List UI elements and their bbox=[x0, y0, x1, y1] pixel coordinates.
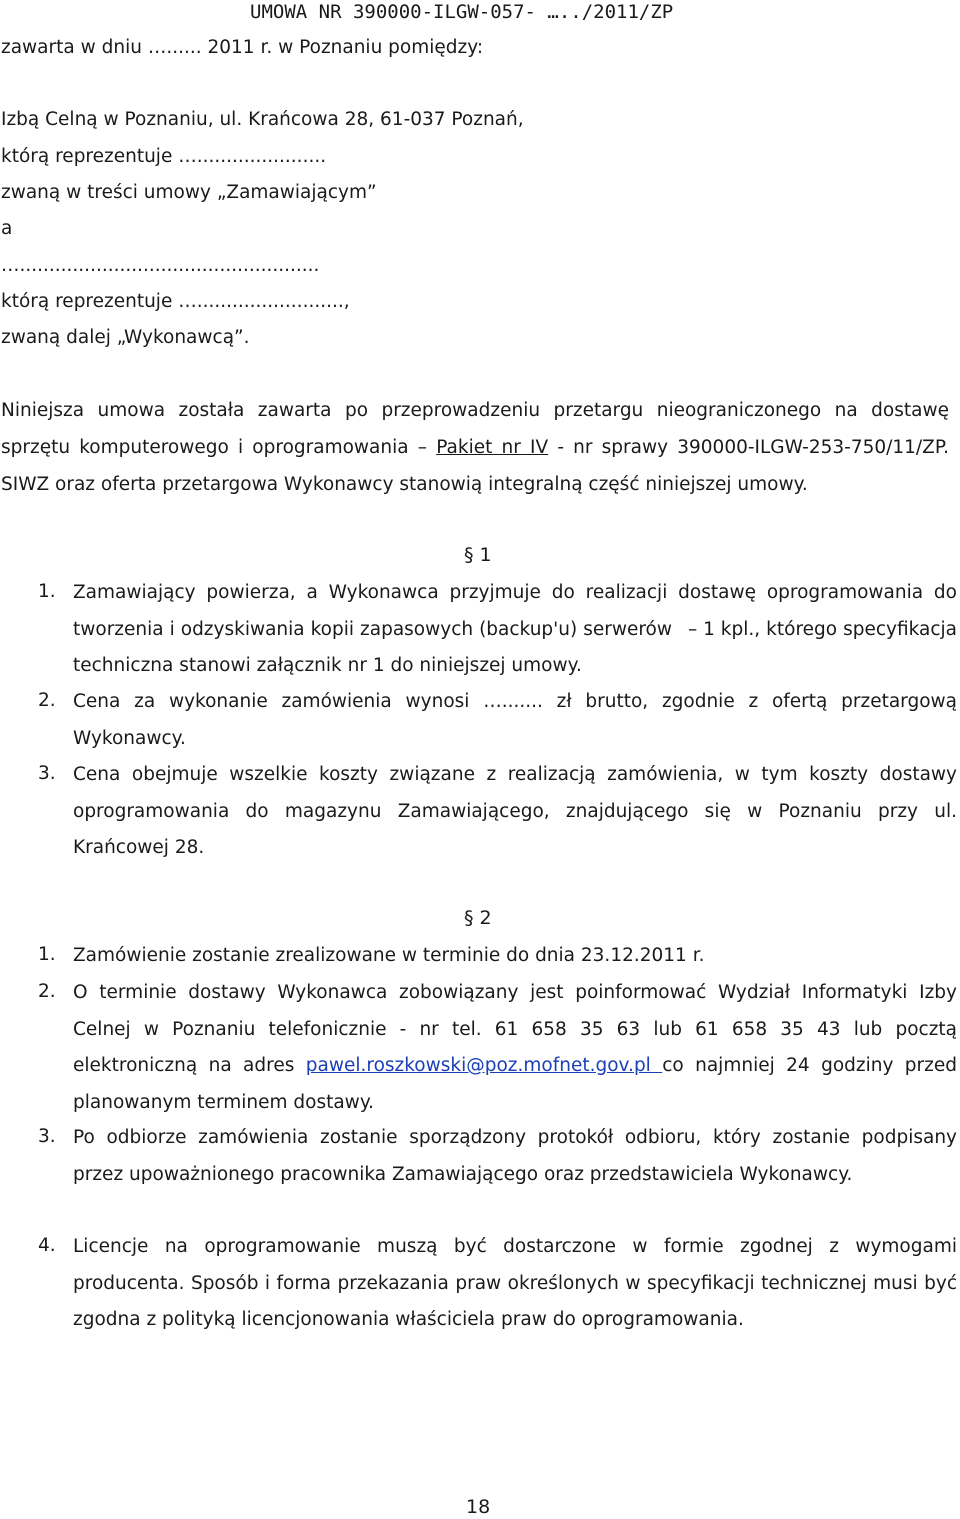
section-1-item-1 bbox=[73, 575, 957, 685]
section-2-item-3: Po odbiorze zamówienia zostanie sporządzony protokół odbioru, który zostanie podpisany przez upoważnionego pracownika Zamawiającego oraz przedstawiciela Wykonawcy. bbox=[73, 1127, 957, 1185]
preamble-text-2: - nr sprawy 390000-ILGW-253-750/11/ZP. SIWZ oraz oferta przetargowa Wykonawcy stanowią integralną część niniejszej umowy. bbox=[1, 437, 949, 495]
item-text: Zamawiający powierza, a Wykonawca przyjmuje do realizacji dostawę oprogramowania do tworzenia i odzyskiwania kopii zapasowych (backup'u) serwerów bbox=[73, 582, 957, 640]
preamble-text-1: Niniejsza umowa została zawarta po przeprowadzeniu przetargu nieograniczonego na dostawę sprzętu komputerowego i oprogramowania – bbox=[1, 400, 949, 458]
section-2-item-1-number: 1. bbox=[38, 944, 56, 965]
section-2-item-4-number: 4. bbox=[38, 1235, 56, 1256]
section-1-item-3-number: 3. bbox=[38, 763, 56, 784]
intro-representative-2: którą reprezentuje …........................., bbox=[1, 291, 350, 312]
intro-party-2-alias: zwaną dalej „Wykonawcą”. bbox=[1, 327, 250, 348]
page-number: 18 bbox=[466, 1496, 491, 1518]
intro-party-1: Izbą Celną w Poznaniu, ul. Krańcowa 28, 61-037 Poznań, bbox=[1, 109, 524, 130]
intro-party-2: …................................................... bbox=[1, 255, 320, 276]
email-link[interactable]: pawel.roszkowski@poz.mofnet.gov.pl bbox=[305, 1055, 663, 1076]
item-text-cont: co najmniej 24 godziny przed planowanym terminem dostawy. bbox=[73, 1055, 957, 1113]
section-2-item-1: Zamówienie zostanie zrealizowane w terminie do dnia 23.12.2011 r. bbox=[73, 945, 705, 966]
section-1-item-2: Cena za wykonanie zamówienia wynosi …....... zł brutto, zgodnie z ofertą przetargową Wykonawcy. bbox=[73, 691, 957, 749]
intro-date-line: zawarta w dniu …...... 2011 r. w Poznaniu pomiędzy: bbox=[1, 37, 484, 58]
section-1-item-1-number: 1. bbox=[38, 581, 56, 602]
preamble-paragraph bbox=[1, 392, 949, 503]
item-text: O terminie dostawy Wykonawca zobowiązany jest poinformować Wydział Informatyki Izby Celnej w Poznaniu telefonicznie - nr tel. 61 658 35 63 lub 61 658 35 43 lub pocztą elektroniczną na adres bbox=[73, 982, 957, 1076]
section-2-item-2-number: 2. bbox=[38, 981, 56, 1002]
quantity-text: – 1 kpl. bbox=[688, 618, 755, 640]
pakiet-label: Pakiet nr IV bbox=[436, 437, 549, 458]
section-2-item-2 bbox=[73, 975, 957, 1121]
intro-representative-1: którą reprezentuje …...................... bbox=[1, 146, 327, 167]
section-1-item-2-number: 2. bbox=[38, 690, 56, 711]
intro-party-1-alias: zwaną w treści umowy „Zamawiającym” bbox=[1, 182, 377, 203]
section-2-item-4: Licencje na oprogramowanie muszą być dostarczone w formie zgodnej z wymogami producenta. Sposób i forma przekazania praw określonych w specyfikacji technicznej musi być zgodna z polityką licencjonowania właściciela praw do oprogramowania. bbox=[73, 1236, 957, 1330]
intro-and: a bbox=[1, 218, 13, 239]
item-text-cont: , którego specyfikacja techniczna stanowi załącznik nr 1 do niniejszej umowy. bbox=[73, 618, 958, 676]
section-1-heading: § 1 bbox=[464, 544, 492, 566]
section-2-item-3-number: 3. bbox=[38, 1126, 56, 1147]
section-2-heading: § 2 bbox=[464, 907, 492, 929]
section-1-item-3: Cena obejmuje wszelkie koszty związane z realizacją zamówienia, w tym koszty dostawy oprogramowania do magazynu Zamawiającego, znajdującego się w Poznaniu przy ul. Krańcowej 28. bbox=[73, 764, 957, 858]
contract-number-header: UMOWA NR 390000-ILGW-057- …../2011/ZP bbox=[250, 1, 674, 23]
